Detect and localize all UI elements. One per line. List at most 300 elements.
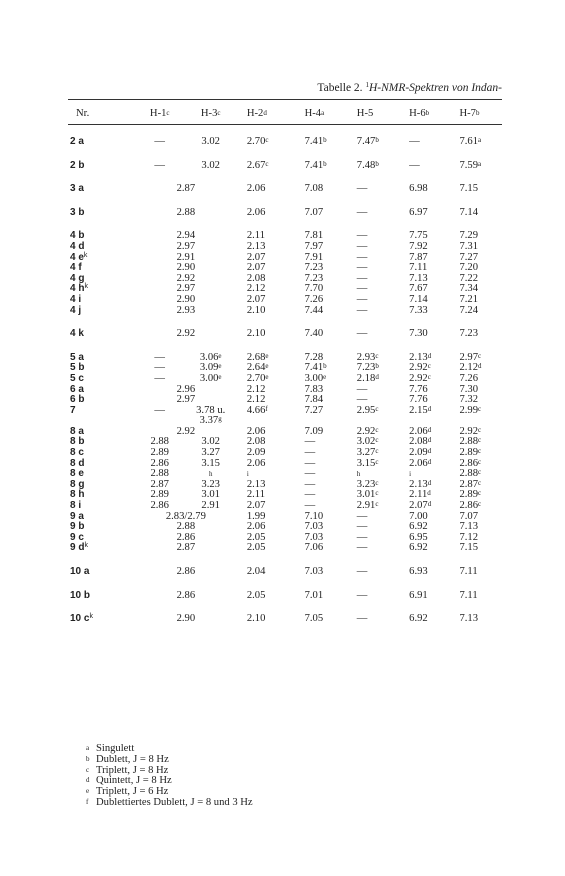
footnote-mark: e [86,787,90,796]
col-header-nr: Nr. [76,107,90,119]
compound-number: 8 i [70,500,82,512]
h5-value: 2.18$^d$ [356,372,379,384]
compound-number: 10 a [70,566,90,577]
h7-value: 7.11 [459,566,478,577]
h7-value: 7.24 [459,304,479,316]
h7-value: 2.87$^c$ [459,478,482,490]
h7-value: 2.86$^c$ [459,500,482,512]
compound-number: 9 c [70,531,84,543]
h2-value: 2.05 [246,531,266,543]
h2-value: 2.64e [246,362,269,374]
h6-value: 7.87 [409,251,428,263]
row-spacer [70,148,502,161]
top-rule [68,99,502,100]
h4-value: 7.83 [304,383,324,395]
footnotes [86,744,253,809]
compound-number: 4 f [70,262,82,274]
table-row [70,533,502,544]
compound-number: 4 i [70,293,82,305]
h1-value: — [154,404,166,416]
h1-h3-value: 2.94 [176,230,196,242]
h4-value: 7.41$^b$ [304,159,327,171]
h2-value: i [246,470,249,479]
h5-value: — [356,542,368,554]
footnote-mark: c [86,765,90,774]
footnote-mark: b [86,754,90,763]
h4-value: 7.44 [304,304,324,316]
h2-value: 2.04 [246,566,266,577]
h7-value: 7.26 [459,372,479,384]
compound-number: 8 h [70,489,85,501]
footnote-text: Dublettiertes Dublett, J = 8 und 3 Hz [96,796,253,808]
h7-value: 7.29 [459,230,479,242]
h1-h3-value: 2.97 [176,394,196,406]
h1-value: — [154,362,166,374]
compound-number: 2 b [70,159,85,171]
h5-value: — [356,293,368,305]
h2-value: 2.67$^c$ [246,159,269,171]
h7-value: 7.12 [459,531,479,543]
table-row [70,406,502,417]
table-row [70,543,502,554]
h7-value: 2.97$^c$ [459,351,482,363]
h6-value: 7.92 [409,240,428,252]
h4-value: 7.10 [304,510,324,522]
h2-value: 2.06 [246,425,266,437]
h5-value: 7.47$^b$ [356,136,379,147]
h7-value: 2.89$^c$ [459,447,482,459]
h7-value: 7.22 [459,272,479,284]
table-row [70,242,502,253]
compound-number: 9 b [70,521,85,533]
nmr-table [70,104,502,625]
h4-value: 7.40 [304,328,324,340]
table-row [70,329,502,340]
h1-value: — [154,372,166,384]
h1-h3-value: 2.97 [176,240,196,252]
compound-number: 4 k [70,328,84,340]
table-row [70,253,502,264]
compound-number: 5 b [70,362,85,374]
h7-value: 7.13 [459,613,479,625]
h1-value: — [154,159,166,171]
table-row [70,295,502,306]
h6-value: 7.30 [409,328,428,340]
h6-value: 2.11$^d$ [409,489,431,501]
h4-value: 7.03 [304,521,324,533]
table-row [70,161,502,172]
h7-value: 7.27 [459,251,479,263]
h4-value: — [304,447,316,459]
h5-value: — [356,521,368,533]
h6-value: 2.06$^d$ [409,425,432,437]
table-row [70,522,502,533]
table-row [70,395,502,406]
h6-value: 7.14 [409,293,428,305]
h5-value: 2.92$^c$ [356,425,379,437]
h5-value: — [356,531,368,543]
footnote-mark: d [86,776,90,785]
h3-value: 3.15 [201,457,220,469]
h1-value: 2.86 [150,457,169,469]
h4-value: 7.70 [304,283,324,295]
h4-value: 7.23 [304,272,324,284]
table-row [70,512,502,523]
h7-value: 7.32 [459,394,479,406]
h6-value: 7.11 [409,262,428,274]
h1-h3-value: 2.87 [176,542,196,554]
h1-h3-value: 2.93 [176,304,196,316]
table-row [70,208,502,219]
h1-h3-value: 2.90 [176,613,196,625]
h6-value: — [409,159,420,171]
h5-value: — [356,394,368,406]
h2-value: 2.10 [246,304,266,316]
h6-value: i [409,470,412,479]
h5-value: — [356,304,368,316]
h7-value: 7.23 [459,328,479,340]
table-title [365,82,502,94]
h3-value: 3.02 [201,436,220,448]
footnote-text: Dublett, J = 8 Hz [96,753,169,765]
h4-value: 7.09 [304,425,324,437]
footnote-text: Singulett [96,743,135,754]
h7-value: 2.88$^c$ [459,468,482,480]
compound-number: 8 e [70,468,84,480]
h6-value: 6.98 [409,183,428,195]
col-header-h7: H-7$^b$ [459,107,480,119]
compound-number: 5 c [70,372,84,384]
h1-h3-value: 2.86 [176,589,196,601]
h6-value: 7.67 [409,283,428,295]
table-row [70,306,502,317]
header-row [70,104,502,124]
h6-value: 2.06$^d$ [409,457,432,469]
h1-h3-value: 2.88 [176,521,196,533]
h3-value: 3.06e [199,351,222,363]
h2-value: 2.05 [246,589,266,601]
h1-value: 2.88 [150,468,169,480]
h2-value: 2.10 [246,328,266,340]
footnote [86,798,253,809]
h2-value: 2.11 [246,230,265,242]
col-header-h6: H-6$^b$ [409,107,430,119]
h7-value: 2.92$^c$ [459,425,482,437]
h6-value: 2.92$^c$ [409,362,431,374]
compound-number: 3 a [70,183,84,195]
h5-value: — [356,613,368,625]
h4-value: 7.91 [304,251,324,263]
h7-value: 7.34 [459,283,479,295]
h2-value: 2.68e [246,351,269,363]
row-spacer [70,578,502,591]
h1-value: 2.89 [150,489,169,501]
h6-value: 7.13 [409,272,428,284]
compound-number: 7 [70,404,76,416]
h1-h3-value: 2.97 [176,283,196,295]
compound-number: 10 $c^k$ [70,613,93,625]
h1-h3-value: 2.91 [176,251,196,263]
h6-value: 7.00 [409,510,428,522]
h2-value: 2.07 [246,251,266,263]
table-row [70,427,502,438]
compound-number: 6 b [70,394,85,406]
h2-value: 2.12 [246,283,266,295]
table-row [70,490,502,501]
h6-value: 6.92 [409,521,428,533]
h4-value: — [304,478,316,490]
h1-value: 2.86 [150,500,169,512]
h6-value: 2.08$^d$ [409,436,432,448]
h4-value: 7.23 [304,262,324,274]
table-row [70,374,502,385]
h4-value: 7.97 [304,240,324,252]
table-row [70,385,502,396]
h4-value: 7.41$^b$ [304,362,327,374]
compound-number: 4 $h^k$ [70,283,88,295]
h1-value: — [154,351,166,363]
footnote-text: Triplett, J = 6 Hz [96,786,169,798]
h2-value: 2.05 [246,542,266,554]
row-spacer [70,601,502,614]
h4-value: 7.03 [304,531,324,543]
h6-value: 2.07$^d$ [409,500,432,512]
h6-value: 2.15$^d$ [409,404,432,416]
h2-value: 2.70$^c$ [246,136,269,147]
compound-number: 9 a [70,510,84,522]
compound-number: 4 j [70,304,82,316]
h5-value: — [356,251,368,263]
h3-value: 3.00e [199,372,222,384]
h2-value: 2.11 [246,489,265,501]
h2-value: 2.08 [246,436,266,448]
h2-value: 2.06 [246,183,266,195]
compound-number: 2 a [70,136,84,147]
h1-value: 2.87 [150,478,169,490]
h6-value: 7.33 [409,304,428,316]
h3-value: 3.27 [201,447,220,459]
row-spacer [70,316,502,329]
h3-value: 3.78 u. [196,404,226,416]
h7-value: 7.59$^a$ [459,159,482,171]
h4-value: 7.28 [304,351,324,363]
h4-value: 7.41$^b$ [304,136,327,147]
h4-value: — [304,500,316,512]
table-row [70,274,502,285]
h7-value: 7.20 [459,262,479,274]
h4-value: 7.07 [304,206,324,218]
h6-value: 2.13$^d$ [409,351,432,363]
h3-value: 3.23 [201,478,220,490]
h2-value: 2.07 [246,262,266,274]
table-number: Tabelle 2. [317,82,363,94]
row-spacer [70,218,502,231]
table-row [70,416,502,427]
h7-value: 7.07 [459,510,479,522]
h1-h3-value: 2.90 [176,262,196,274]
h4-value: — [304,436,316,448]
compound-number: 6 a [70,383,84,395]
table-row [70,284,502,295]
compound-number: 8 b [70,436,85,448]
col-header-h2: H-2$^d$ [246,107,267,119]
h6-value: 2.92$^c$ [409,372,431,384]
h3-value: 3.09e [199,362,222,374]
h4-value: 7.01 [304,589,324,601]
table-row [70,459,502,470]
h5-value: h [356,470,361,479]
h4-value: — [304,489,316,501]
h5-value: 7.23$^b$ [356,362,379,374]
h5-value: — [356,206,368,218]
compound-number: 8 d [70,457,85,469]
h4-value: — [304,468,316,480]
h1-h3-value: 2.92 [176,425,196,437]
table-row [70,437,502,448]
h6-value: 6.97 [409,206,428,218]
h5-value: 2.91$^c$ [356,500,379,512]
h5-value: 3.15$^c$ [356,457,379,469]
title-superscript: 1 [365,81,369,89]
row-spacer [70,195,502,208]
h1-value: — [154,136,166,147]
h1-h3-value: 2.88 [176,206,196,218]
h2-value: 2.13 [246,240,266,252]
h1-value: 2.89 [150,447,169,459]
h5-value: 2.95$^c$ [356,404,379,416]
h3-value: 3.02 [201,159,220,171]
table-caption [200,82,502,94]
h6-value: 7.76 [409,383,428,395]
h5-value: 7.48$^b$ [356,159,379,171]
table-row [70,363,502,374]
compound-number: 10 b [70,589,91,601]
h5-value: — [356,566,368,577]
h5-value: — [356,328,368,340]
h2-value: 2.12 [246,394,266,406]
h5-value: 3.27$^c$ [356,447,379,459]
h6-value: 6.92 [409,542,428,554]
header-spacer [70,124,502,137]
h2-value: 2.06 [246,206,266,218]
h7-value: 2.86$^c$ [459,457,482,469]
h4-value: 7.05 [304,613,324,625]
h7-value: 7.15 [459,542,479,554]
h1-h3-value: 2.96 [176,383,196,395]
compound-number: 4 d [70,240,85,252]
h6-value: 7.75 [409,230,428,242]
h2-value: 2.07 [246,500,266,512]
h6-value: 6.95 [409,531,428,543]
h5-value: — [356,262,368,274]
h3-value: 2.91 [201,500,220,512]
h1-h3-value: 2.92 [176,328,196,340]
h7-value: 7.61$^a$ [459,136,482,147]
footnote-text: Triplett, J = 8 Hz [96,764,169,776]
compound-number: 8 c [70,447,84,459]
h4-value: 3.00e [304,372,327,384]
h4-value: 7.06 [304,542,324,554]
h2-value: 2.08 [246,272,266,284]
col-header-h1: H-1$^c$ [149,107,170,119]
h7-value: 2.89$^c$ [459,489,482,501]
compound-number: 4 $e^k$ [70,251,88,263]
row-spacer [70,554,502,567]
h1-h3-value: 2.92 [176,272,196,284]
h6-value: 2.09$^d$ [409,447,432,459]
h5-value: 3.23$^c$ [356,478,379,490]
table-row [70,353,502,364]
col-header-h4: H-4$^a$ [304,107,325,119]
h3-value: 3.02 [201,136,220,147]
table-row [70,501,502,512]
h2-value: 2.07 [246,293,266,305]
col-header-h3: H-3$^c$ [200,107,221,119]
h7-value: 7.30 [459,383,479,395]
h5-value: — [356,283,368,295]
footnote-mark: f [86,797,89,806]
h4-value: — [304,457,316,469]
h5-value: — [356,510,368,522]
h5-value: — [356,272,368,284]
footnote-text: Quintett, J = 8 Hz [96,775,172,787]
h5-value: 3.01$^c$ [356,489,379,501]
h1-h3-value: 2.87 [176,183,196,195]
h7-value: 7.21 [459,293,479,305]
table-row [70,231,502,242]
h7-value: 2.12$^d$ [459,362,482,374]
h2-value: 2.12 [246,383,266,395]
table-row [70,263,502,274]
h2-value: 1.99 [246,510,266,522]
table-row [70,480,502,491]
h2-value: 2.70e [246,372,269,384]
compound-number: 3 b [70,206,85,218]
h1-value: 2.88 [150,436,169,448]
h5-value: — [356,230,368,242]
h4-value: 7.08 [304,183,324,195]
h7-value: 7.15 [459,183,479,195]
col-header-h5: H-5 [356,107,374,119]
h6-value: 2.13$^d$ [409,478,432,490]
compound-number: 5 a [70,351,84,363]
table-row [70,591,502,602]
table-body [70,137,502,625]
h7-value: 2.99$^c$ [459,404,482,416]
compound-number: 9 $d^k$ [70,542,88,554]
compound-number: 4 b [70,230,85,242]
table-row [70,469,502,480]
row-spacer [70,340,502,353]
h7-value: 7.13 [459,521,479,533]
h7-value: 7.11 [459,589,478,601]
h4-value: 7.27 [304,404,324,416]
h6-value: — [409,136,420,147]
h6-value: 7.76 [409,394,428,406]
h5-value: — [356,240,368,252]
h2-value: 2.06 [246,457,266,469]
title-text: H-NMR-Spektren von Indan- [368,82,502,94]
h4-value: 7.03 [304,566,324,577]
h7-value: 2.88$^c$ [459,436,482,448]
h2-value: 2.09 [246,447,266,459]
h1-h3-value: 2.86 [176,566,196,577]
h5-value: — [356,183,368,195]
h7-value: 7.31 [459,240,479,252]
table-row [70,448,502,459]
h6-value: 6.93 [409,566,428,577]
h1-h3-value: 2.86 [176,531,196,543]
